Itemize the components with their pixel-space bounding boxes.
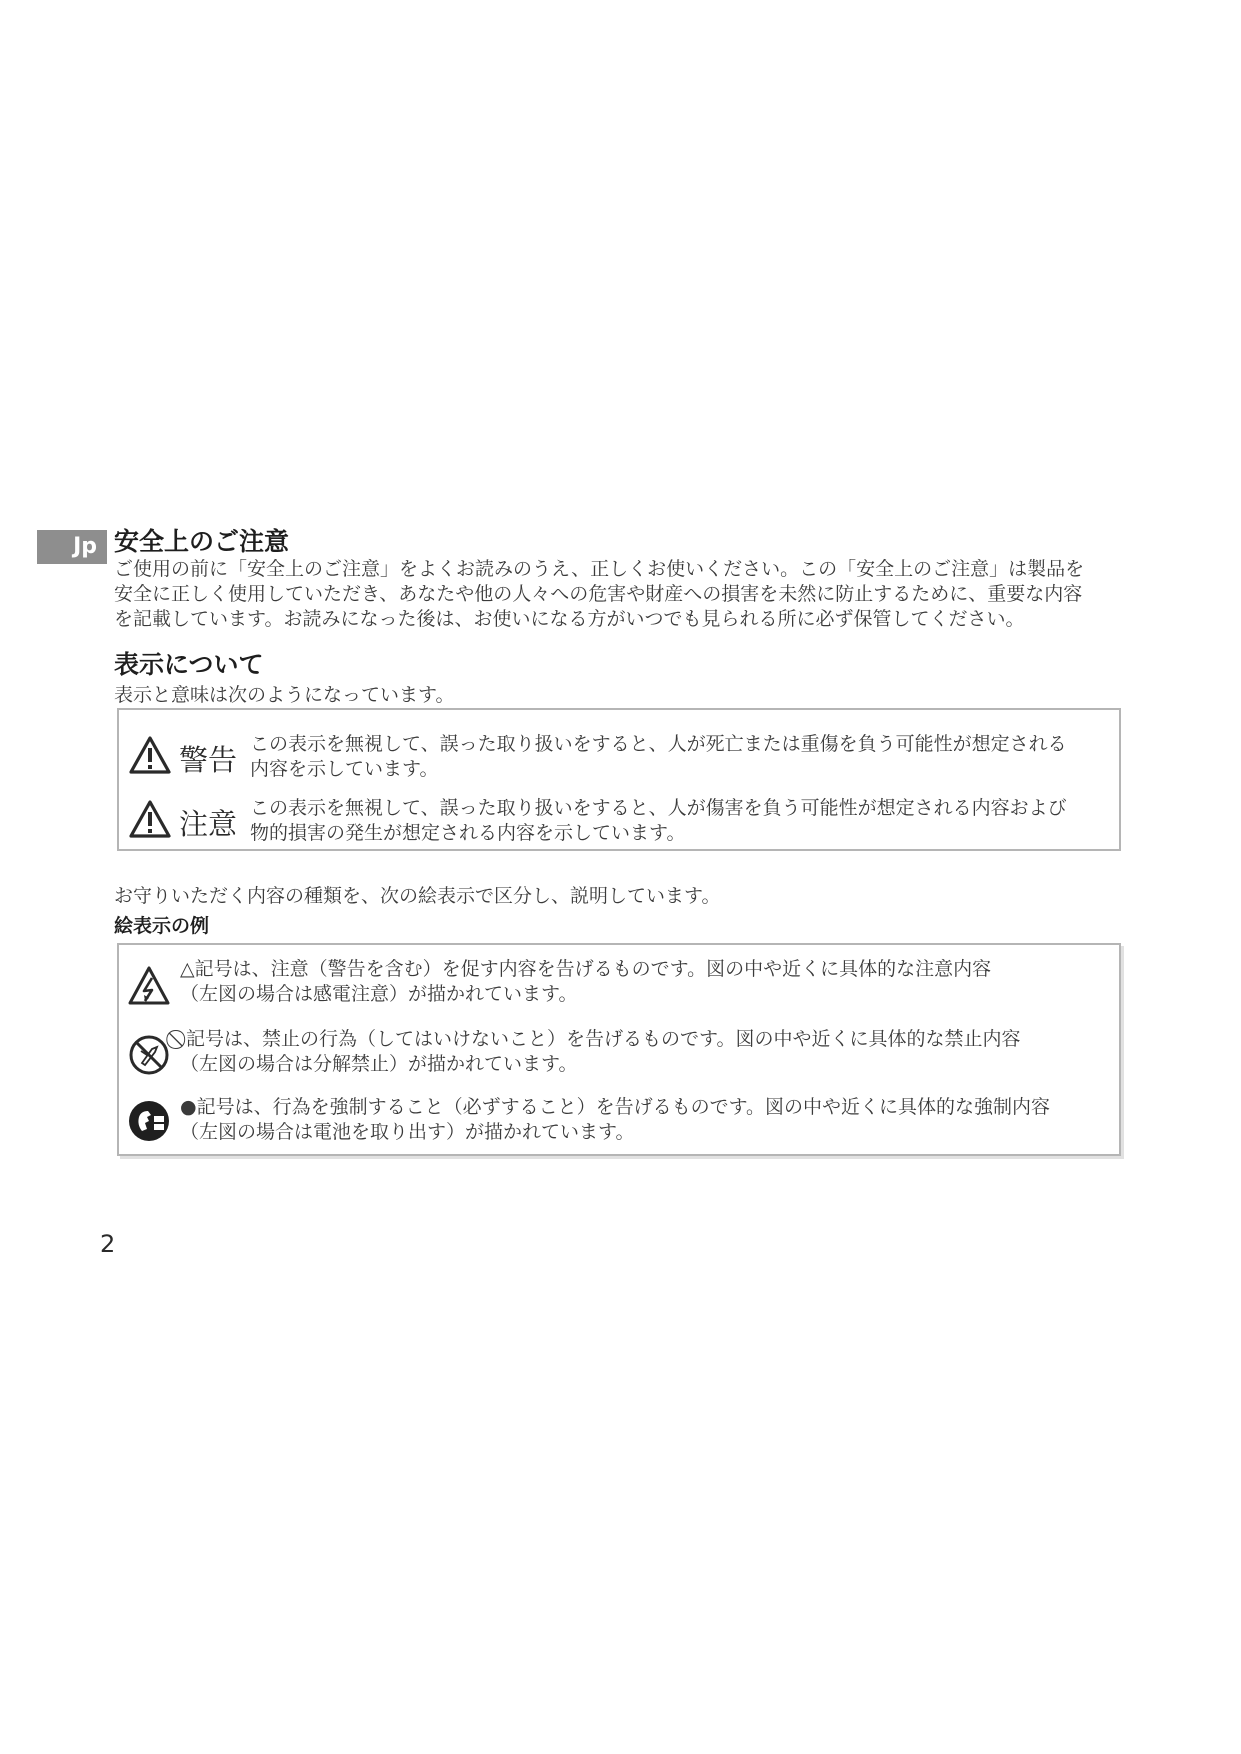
page-title: 安全上のご注意 (114, 527, 290, 556)
symbol-note: お守りいただく内容の種類を、次の絵表示で区分し、説明しています。 (114, 885, 721, 907)
remove-battery-icon (127, 1099, 171, 1143)
section-subtitle: 表示と意味は次のようになっています。 (114, 684, 455, 706)
examples-title: 絵表示の例 (114, 915, 210, 937)
intro-line: を記載しています。お読みになった後は、お使いになる方がいつでも見られる所に必ず保管してください。 (114, 608, 1025, 630)
electric-shock-caution-icon (127, 965, 171, 1009)
intro-line: 安全に正しく使用していただき、あなたや他の人々への危害や財産への損害を未然に防止するために、重要な内容 (114, 583, 1083, 605)
signal-words-box (117, 708, 1121, 851)
section-title: 表示について (114, 650, 264, 679)
example-description: △記号は、注意（警告を含む）を促す内容を告げるものです。図の中や近くに具体的な注意内容 （左図の場合は感電注意）が描かれています。 (180, 958, 992, 1005)
warning-triangle-icon (129, 736, 171, 774)
example-description: ⃠ 記号は、禁止の行為（してはいけないこと）を告げるものです。図の中や近くに具体的な禁止内容 （左図の場合は分解禁止）が描かれています。 (180, 1028, 1021, 1075)
no-disassembly-icon (127, 1033, 171, 1077)
signal-label-caution: 注意 (179, 807, 238, 841)
intro-paragraph (114, 557, 1144, 632)
signal-description: この表示を無視して、誤った取り扱いをすると、人が死亡または重傷を負う可能性が想定される 内容を示しています。 (250, 733, 1067, 780)
page-number: 2 (100, 1230, 116, 1258)
signal-label-warning: 警告 (179, 743, 238, 777)
pictogram-examples-box (117, 943, 1121, 1156)
language-tab: Jp (37, 530, 107, 564)
warning-triangle-icon (129, 800, 171, 838)
signal-description: この表示を無視して、誤った取り扱いをすると、人が傷害を負う可能性が想定される内容および 物的損害の発生が想定される内容を示しています。 (250, 797, 1067, 844)
example-description: ●記号は、行為を強制すること（必ずすること）を告げるものです。図の中や近くに具体的な強制内容 （左図の場合は電池を取り出す）が描かれています。 (180, 1096, 1051, 1143)
intro-line: ご使用の前に「安全上のご注意」をよくお読みのうえ、正しくお使いください。この「安全上のご注意」は製品を (114, 558, 1085, 580)
